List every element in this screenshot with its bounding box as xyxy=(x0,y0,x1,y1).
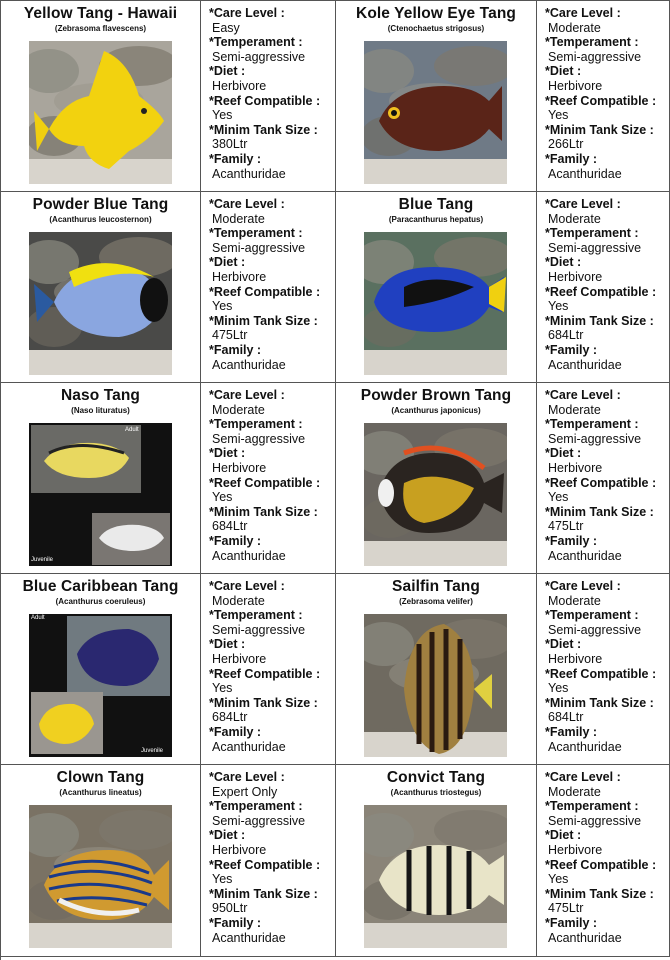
family-value: Acanthuridae xyxy=(548,357,622,372)
care-level-label: *Care Level : xyxy=(545,770,621,784)
reef-compatible-label: *Reef Compatible : xyxy=(209,93,321,108)
reef-compatible-label: *Reef Compatible : xyxy=(545,284,657,299)
temperament-value: Semi-aggressive xyxy=(548,813,642,828)
fish-scientific-name: (Acanthurus coeruleus) xyxy=(55,597,146,606)
fish-common-name: Powder Brown Tang xyxy=(360,387,512,404)
family-label: *Family : xyxy=(545,915,598,930)
fish-common-name: Yellow Tang - Hawaii xyxy=(23,5,178,22)
photo-label-adult: Adult xyxy=(125,427,139,433)
temperament-label: *Temperament : xyxy=(545,799,639,814)
diet-label: *Diet : xyxy=(209,446,246,461)
family-label: *Family : xyxy=(209,151,262,166)
family-label: *Family : xyxy=(545,724,598,739)
diet-label: *Diet : xyxy=(209,637,246,652)
temperament-label: *Temperament : xyxy=(209,608,303,623)
care-level-label: *Care Level : xyxy=(545,6,621,20)
reef-compatible-value: Yes xyxy=(212,872,233,887)
minimum-tank-size-label: *Minim Tank Size : xyxy=(545,886,654,901)
fish-photo xyxy=(29,614,172,757)
fish-card xyxy=(336,765,537,956)
minimum-tank-size-value: 475Ltr xyxy=(548,519,584,534)
family-value: Acanthuridae xyxy=(212,548,286,563)
fish-card xyxy=(336,383,537,573)
minimum-tank-size-value: 684Ltr xyxy=(548,328,584,343)
fish-info xyxy=(201,192,336,382)
diet-value: Herbivore xyxy=(212,460,267,475)
temperament-value: Semi-aggressive xyxy=(212,240,306,255)
minimum-tank-size-value: 475Ltr xyxy=(212,328,248,343)
temperament-label: *Temperament : xyxy=(209,35,303,50)
fish-common-name: Clown Tang xyxy=(56,769,145,786)
fish-common-name: Blue Caribbean Tang xyxy=(22,578,179,595)
fish-photo xyxy=(364,423,507,566)
reef-compatible-label: *Reef Compatible : xyxy=(545,666,657,681)
fish-scientific-name: (Naso lituratus) xyxy=(71,406,130,415)
fish-card xyxy=(1,765,201,956)
fish-photo xyxy=(29,805,172,948)
fish-row xyxy=(1,1,670,192)
fish-photo xyxy=(29,232,172,375)
diet-label: *Diet : xyxy=(545,828,582,843)
minimum-tank-size-label: *Minim Tank Size : xyxy=(209,313,318,328)
fish-scientific-name: (Acanthurus lineatus) xyxy=(59,788,142,797)
family-label: *Family : xyxy=(209,915,262,930)
family-value: Acanthuridae xyxy=(212,739,286,754)
diet-value: Herbivore xyxy=(212,78,267,93)
care-level-value: Moderate xyxy=(548,211,601,226)
diet-label: *Diet : xyxy=(209,64,246,79)
minimum-tank-size-value: 684Ltr xyxy=(212,710,248,725)
care-level-label: *Care Level : xyxy=(209,388,285,402)
temperament-value: Semi-aggressive xyxy=(548,622,642,637)
fish-common-name: Blue Tang xyxy=(398,196,474,213)
family-label: *Family : xyxy=(209,533,262,548)
minimum-tank-size-value: 684Ltr xyxy=(548,710,584,725)
photo-label-juvenile: Juvenile xyxy=(31,557,54,563)
reef-compatible-label: *Reef Compatible : xyxy=(209,857,321,872)
family-value: Acanthuridae xyxy=(548,930,622,945)
fish-info xyxy=(537,383,670,573)
fish-photo xyxy=(29,423,172,566)
reef-compatible-label: *Reef Compatible : xyxy=(545,93,657,108)
fish-common-name: Convict Tang xyxy=(386,769,486,786)
diet-label: *Diet : xyxy=(545,446,582,461)
diet-value: Herbivore xyxy=(548,460,603,475)
fish-card xyxy=(1,574,201,764)
reef-compatible-value: Yes xyxy=(548,490,569,505)
fish-card xyxy=(1,192,201,382)
fish-photo xyxy=(29,41,172,184)
family-value: Acanthuridae xyxy=(212,930,286,945)
temperament-label: *Temperament : xyxy=(545,226,639,241)
diet-value: Herbivore xyxy=(548,269,603,284)
temperament-value: Semi-aggressive xyxy=(212,49,306,64)
reef-compatible-label: *Reef Compatible : xyxy=(545,857,657,872)
care-level-value: Expert Only xyxy=(212,784,278,799)
family-value: Acanthuridae xyxy=(212,166,286,181)
temperament-value: Semi-aggressive xyxy=(212,813,306,828)
fish-info xyxy=(537,765,670,956)
diet-value: Herbivore xyxy=(212,651,267,666)
fish-common-name: Powder Blue Tang xyxy=(32,196,169,213)
reef-compatible-value: Yes xyxy=(212,299,233,314)
reef-compatible-value: Yes xyxy=(212,108,233,123)
care-level-value: Moderate xyxy=(212,402,265,417)
fish-card xyxy=(336,574,537,764)
care-level-value: Moderate xyxy=(212,211,265,226)
fish-info xyxy=(201,1,336,191)
reef-compatible-value: Yes xyxy=(548,872,569,887)
fish-scientific-name: (Acanthurus triostegus) xyxy=(390,788,482,797)
temperament-value: Semi-aggressive xyxy=(548,240,642,255)
care-level-label: *Care Level : xyxy=(545,579,621,593)
fish-scientific-name: (Acanthurus japonicus) xyxy=(391,406,481,415)
temperament-label: *Temperament : xyxy=(209,799,303,814)
care-level-label: *Care Level : xyxy=(209,770,285,784)
fish-row xyxy=(1,574,670,765)
diet-label: *Diet : xyxy=(209,828,246,843)
temperament-label: *Temperament : xyxy=(209,417,303,432)
reef-compatible-label: *Reef Compatible : xyxy=(209,284,321,299)
fish-info xyxy=(537,192,670,382)
temperament-label: *Temperament : xyxy=(209,226,303,241)
minimum-tank-size-label: *Minim Tank Size : xyxy=(209,886,318,901)
fish-photo xyxy=(364,41,507,184)
fish-scientific-name: (Zebrasoma velifer) xyxy=(399,597,473,606)
family-value: Acanthuridae xyxy=(212,357,286,372)
fish-common-name: Sailfin Tang xyxy=(392,578,480,595)
fish-card xyxy=(1,383,201,573)
reef-compatible-value: Yes xyxy=(548,299,569,314)
reef-compatible-value: Yes xyxy=(212,681,233,696)
fish-photo xyxy=(364,805,507,948)
care-level-label: *Care Level : xyxy=(545,197,621,211)
care-level-value: Moderate xyxy=(212,593,265,608)
temperament-value: Semi-aggressive xyxy=(212,622,306,637)
reef-compatible-label: *Reef Compatible : xyxy=(209,666,321,681)
minimum-tank-size-value: 684Ltr xyxy=(212,519,248,534)
fish-scientific-name: (Acanthurus leucosternon) xyxy=(49,215,152,224)
fish-common-name: Kole Yellow Eye Tang xyxy=(356,5,516,22)
fish-scientific-name: (Ctenochaetus strigosus) xyxy=(387,24,485,33)
reef-compatible-label: *Reef Compatible : xyxy=(209,475,321,490)
minimum-tank-size-value: 380Ltr xyxy=(212,137,248,152)
diet-value: Herbivore xyxy=(548,78,603,93)
fish-photo xyxy=(364,614,507,757)
fish-scientific-name: (Paracanthurus hepatus) xyxy=(388,215,484,224)
photo-label-juvenile: Juvenile xyxy=(141,748,164,754)
temperament-label: *Temperament : xyxy=(545,417,639,432)
care-level-value: Moderate xyxy=(548,784,601,799)
family-value: Acanthuridae xyxy=(548,739,622,754)
family-label: *Family : xyxy=(545,533,598,548)
temperament-value: Semi-aggressive xyxy=(212,431,306,446)
temperament-label: *Temperament : xyxy=(545,35,639,50)
fish-info xyxy=(537,574,670,764)
minimum-tank-size-label: *Minim Tank Size : xyxy=(545,695,654,710)
fish-row xyxy=(1,765,670,957)
care-level-value: Easy xyxy=(212,20,240,35)
diet-label: *Diet : xyxy=(545,637,582,652)
minimum-tank-size-label: *Minim Tank Size : xyxy=(545,504,654,519)
care-level-value: Moderate xyxy=(548,593,601,608)
fish-row xyxy=(1,192,670,383)
fish-photo xyxy=(364,232,507,375)
minimum-tank-size-value: 266Ltr xyxy=(548,137,584,152)
care-level-label: *Care Level : xyxy=(209,6,285,20)
family-value: Acanthuridae xyxy=(548,166,622,181)
temperament-value: Semi-aggressive xyxy=(548,49,642,64)
care-level-value: Moderate xyxy=(548,20,601,35)
diet-value: Herbivore xyxy=(548,842,603,857)
minimum-tank-size-label: *Minim Tank Size : xyxy=(545,313,654,328)
minimum-tank-size-label: *Minim Tank Size : xyxy=(209,504,318,519)
temperament-label: *Temperament : xyxy=(545,608,639,623)
fish-scientific-name: (Zebrasoma flavescens) xyxy=(54,24,147,33)
family-value: Acanthuridae xyxy=(548,548,622,563)
temperament-value: Semi-aggressive xyxy=(548,431,642,446)
diet-label: *Diet : xyxy=(545,255,582,270)
fish-info xyxy=(537,1,670,191)
fish-card xyxy=(336,192,537,382)
minimum-tank-size-label: *Minim Tank Size : xyxy=(209,695,318,710)
minimum-tank-size-label: *Minim Tank Size : xyxy=(545,122,654,137)
fish-card xyxy=(336,1,537,191)
fish-info xyxy=(201,574,336,764)
diet-label: *Diet : xyxy=(545,64,582,79)
family-label: *Family : xyxy=(545,342,598,357)
reef-compatible-value: Yes xyxy=(548,681,569,696)
diet-label: *Diet : xyxy=(209,255,246,270)
family-label: *Family : xyxy=(209,342,262,357)
family-label: *Family : xyxy=(545,151,598,166)
care-level-value: Moderate xyxy=(548,402,601,417)
fish-row xyxy=(1,383,670,574)
fish-info xyxy=(201,383,336,573)
diet-value: Herbivore xyxy=(212,842,267,857)
diet-value: Herbivore xyxy=(212,269,267,284)
reef-compatible-value: Yes xyxy=(548,108,569,123)
fish-card xyxy=(1,1,201,191)
photo-label-adult: Adult xyxy=(31,615,45,621)
reef-compatible-label: *Reef Compatible : xyxy=(545,475,657,490)
care-level-label: *Care Level : xyxy=(545,388,621,402)
care-level-label: *Care Level : xyxy=(209,197,285,211)
minimum-tank-size-value: 475Ltr xyxy=(548,901,584,916)
family-label: *Family : xyxy=(209,724,262,739)
diet-value: Herbivore xyxy=(548,651,603,666)
minimum-tank-size-label: *Minim Tank Size : xyxy=(209,122,318,137)
minimum-tank-size-value: 950Ltr xyxy=(212,901,248,916)
fish-info xyxy=(201,765,336,956)
care-level-label: *Care Level : xyxy=(209,579,285,593)
fish-common-name: Naso Tang xyxy=(61,387,140,404)
reef-compatible-value: Yes xyxy=(212,490,233,505)
